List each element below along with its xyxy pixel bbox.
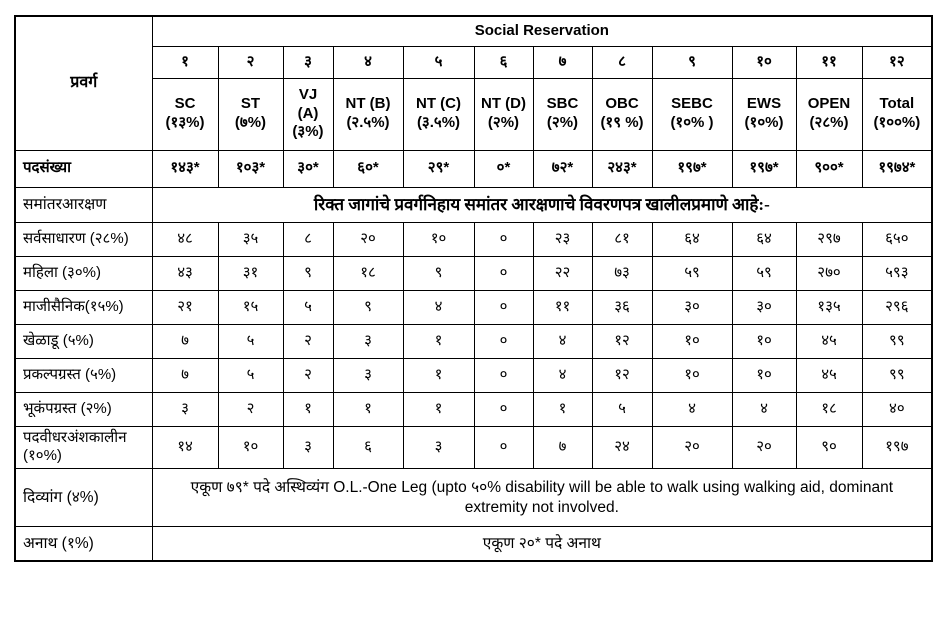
table-row	[15, 426, 932, 469]
category-percent: (७%)	[234, 114, 267, 131]
value-cell: ४	[652, 392, 732, 426]
value-cell: ४	[533, 358, 592, 392]
value-cell: ५	[592, 392, 652, 426]
value-cell: ९९	[862, 324, 932, 358]
row-label: पदवीधरअंशकालीन (१०%)	[15, 426, 152, 469]
value-cell: ३१	[218, 256, 283, 290]
value-cell: ९	[283, 256, 333, 290]
column-name-cell	[283, 78, 333, 150]
category-name: ST	[240, 95, 261, 113]
value-cell: ०	[474, 392, 533, 426]
value-cell: १५	[218, 290, 283, 324]
column-number-cell: ११	[796, 46, 862, 78]
orphan-row-note: एकूण २०* पदे अनाथ	[152, 527, 932, 561]
value-cell: २	[283, 358, 333, 392]
category-percent: (१०% )	[670, 114, 714, 131]
value-cell: २२	[533, 256, 592, 290]
orphan-row	[15, 527, 932, 561]
category-percent: (३%)	[292, 123, 324, 141]
category-name: NT (D)	[481, 95, 526, 113]
column-name-row	[15, 78, 932, 150]
value-cell: २७०	[796, 256, 862, 290]
category-percent: (२.५%)	[346, 114, 390, 131]
corner-cell-category: प्रवर्ग	[15, 16, 152, 150]
value-cell: ३०	[732, 290, 796, 324]
positions-row-label: पदसंख्या	[15, 150, 152, 187]
column-number-cell: ७	[533, 46, 592, 78]
value-cell: ८१	[592, 222, 652, 256]
group-header-cell: Social Reservation	[152, 16, 932, 46]
column-name-cell	[403, 78, 474, 150]
value-cell: ८	[283, 222, 333, 256]
row-label: प्रकल्पग्रस्त (५%)	[15, 358, 152, 392]
column-name-cell	[533, 78, 592, 150]
value-cell: २०	[732, 426, 796, 469]
column-number-cell: ५	[403, 46, 474, 78]
row-label: महिला (३०%)	[15, 256, 152, 290]
column-number-cell: १२	[862, 46, 932, 78]
value-cell: १०	[218, 426, 283, 469]
category-name: OPEN	[807, 95, 851, 113]
table-row	[15, 256, 932, 290]
value-cell: ९	[333, 290, 403, 324]
category-name: SEBC	[671, 95, 713, 113]
value-cell: २९६	[862, 290, 932, 324]
disabled-row-note: एकूण ७९* पदे अस्थिव्यंग O.L.-One Leg (upto ५०% disability will be able to walk using walking aid, dominant extremity not involved.	[152, 469, 932, 527]
value-cell: ६	[333, 426, 403, 469]
value-cell: १०	[732, 324, 796, 358]
value-cell: २९७	[796, 222, 862, 256]
category-name: EWS	[746, 95, 782, 113]
disabled-row-label: दिव्यांग (४%)	[15, 469, 152, 527]
value-cell: ०	[474, 358, 533, 392]
value-cell: ०	[474, 426, 533, 469]
category-percent: (१३%)	[165, 114, 205, 131]
value-cell: २०	[333, 222, 403, 256]
column-name-cell	[652, 78, 732, 150]
value-cell: २	[218, 392, 283, 426]
value-cell: १४	[152, 426, 218, 469]
value-cell: १	[333, 392, 403, 426]
column-number-cell: ४	[333, 46, 403, 78]
value-cell: १	[533, 392, 592, 426]
value-cell: ५	[218, 358, 283, 392]
category-name: SC	[174, 95, 196, 113]
value-cell: ७	[152, 358, 218, 392]
value-cell: ६५०	[862, 222, 932, 256]
position-count-cell: १९७*	[732, 150, 796, 187]
row-label: माजीसैनिक(१५%)	[15, 290, 152, 324]
position-count-cell: ६०*	[333, 150, 403, 187]
value-cell: १	[403, 324, 474, 358]
value-cell: ४	[403, 290, 474, 324]
value-cell: १२	[592, 358, 652, 392]
value-cell: ७३	[592, 256, 652, 290]
value-cell: ९	[403, 256, 474, 290]
value-cell: ५	[283, 290, 333, 324]
value-cell: ५९	[652, 256, 732, 290]
value-cell: २४	[592, 426, 652, 469]
value-cell: ७	[152, 324, 218, 358]
category-percent: (१९ %)	[600, 114, 644, 131]
position-count-cell: १०३*	[218, 150, 283, 187]
position-count-cell: १४३*	[152, 150, 218, 187]
parallel-reservation-label: समांतरआरक्षण	[15, 187, 152, 222]
value-cell: २	[283, 324, 333, 358]
value-cell: २०	[652, 426, 732, 469]
position-count-cell: ३०*	[283, 150, 333, 187]
column-name-cell	[333, 78, 403, 150]
positions-row	[15, 150, 932, 187]
category-percent: (१००%)	[873, 114, 921, 131]
category-percent: (३.५%)	[416, 114, 461, 131]
position-count-cell: २९*	[403, 150, 474, 187]
value-cell: १	[403, 358, 474, 392]
table-row	[15, 222, 932, 256]
column-name-cell	[592, 78, 652, 150]
value-cell: १३५	[796, 290, 862, 324]
value-cell: २१	[152, 290, 218, 324]
value-cell: ६४	[732, 222, 796, 256]
value-cell: ६४	[652, 222, 732, 256]
column-name-cell	[152, 78, 218, 150]
value-cell: १	[283, 392, 333, 426]
column-number-cell: २	[218, 46, 283, 78]
value-cell: १०	[403, 222, 474, 256]
column-number-cell: १	[152, 46, 218, 78]
category-percent: (१०%)	[744, 114, 784, 131]
value-cell: ३	[403, 426, 474, 469]
category-name: Total	[879, 95, 915, 113]
category-name: OBC	[605, 95, 639, 113]
column-number-cell: ८	[592, 46, 652, 78]
category-name: NT (B)	[345, 95, 391, 113]
category-percent: (२८%)	[809, 114, 849, 131]
value-cell: २३	[533, 222, 592, 256]
column-name-cell	[218, 78, 283, 150]
category-percent: (२%)	[546, 114, 579, 131]
value-cell: ३६	[592, 290, 652, 324]
value-cell: ३	[152, 392, 218, 426]
position-count-cell: १९७४*	[862, 150, 932, 187]
parallel-reservation-header-row	[15, 187, 932, 222]
group-header-row	[15, 16, 932, 46]
category-percent: (२%)	[487, 114, 520, 131]
column-number-cell: ३	[283, 46, 333, 78]
category-name: SBC	[546, 95, 579, 113]
value-cell: ०	[474, 290, 533, 324]
value-cell: ५९	[732, 256, 796, 290]
value-cell: १८	[796, 392, 862, 426]
row-label: भूकंपग्रस्त (२%)	[15, 392, 152, 426]
value-cell: ३५	[218, 222, 283, 256]
position-count-cell: ७२*	[533, 150, 592, 187]
value-cell: ३	[333, 358, 403, 392]
value-cell: ४८	[152, 222, 218, 256]
category-name: NT (C)	[416, 95, 461, 113]
value-cell: ३	[333, 324, 403, 358]
value-cell: ३	[283, 426, 333, 469]
value-cell: ४०	[862, 392, 932, 426]
value-cell: ४३	[152, 256, 218, 290]
position-count-cell: १९७*	[652, 150, 732, 187]
table-row	[15, 392, 932, 426]
disabled-row	[15, 469, 932, 527]
column-number-cell: ९	[652, 46, 732, 78]
position-count-cell: २४३*	[592, 150, 652, 187]
row-label: सर्वसाधारण (२८%)	[15, 222, 152, 256]
value-cell: ११	[533, 290, 592, 324]
value-cell: ०	[474, 324, 533, 358]
column-number-row	[15, 46, 932, 78]
column-number-cell: ६	[474, 46, 533, 78]
value-cell: १२	[592, 324, 652, 358]
column-number-cell: १०	[732, 46, 796, 78]
value-cell: ३०	[652, 290, 732, 324]
value-cell: १०	[652, 358, 732, 392]
value-cell: ४५	[796, 358, 862, 392]
position-count-cell: ०*	[474, 150, 533, 187]
value-cell: १०	[652, 324, 732, 358]
orphan-row-label: अनाथ (१%)	[15, 527, 152, 561]
value-cell: ७	[533, 426, 592, 469]
value-cell: ९९	[862, 358, 932, 392]
value-cell: ९०	[796, 426, 862, 469]
column-name-cell	[796, 78, 862, 150]
value-cell: ४	[533, 324, 592, 358]
table-row	[15, 358, 932, 392]
value-cell: ५	[218, 324, 283, 358]
column-name-cell	[862, 78, 932, 150]
value-cell: ४५	[796, 324, 862, 358]
value-cell: १९७	[862, 426, 932, 469]
column-name-cell	[732, 78, 796, 150]
value-cell: ०	[474, 222, 533, 256]
value-cell: १	[403, 392, 474, 426]
value-cell: १०	[732, 358, 796, 392]
parallel-reservation-note: रिक्त जागांचे प्रवर्गनिहाय समांतर आरक्षणाचे विवरणपत्र खालीलप्रमाणे आहे:-	[152, 187, 932, 222]
value-cell: ०	[474, 256, 533, 290]
column-name-cell	[474, 78, 533, 150]
reservation-table	[14, 15, 933, 562]
value-cell: ५९३	[862, 256, 932, 290]
position-count-cell: ९००*	[796, 150, 862, 187]
category-name: VJ (A)	[297, 85, 319, 122]
row-label: खेळाडू (५%)	[15, 324, 152, 358]
table-row	[15, 290, 932, 324]
value-cell: ४	[732, 392, 796, 426]
value-cell: १८	[333, 256, 403, 290]
table-row	[15, 324, 932, 358]
